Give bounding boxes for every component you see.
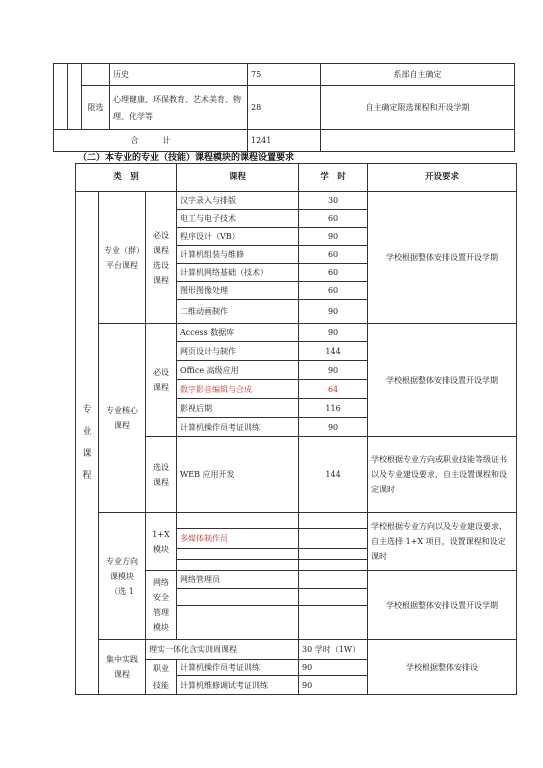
total-hours: 1241 <box>248 130 321 152</box>
course-name: 计算机操作员考证训练 <box>177 660 299 676</box>
blank-cell <box>54 64 68 130</box>
course-hours: 75 <box>248 64 321 86</box>
x1-module-label: 1+X模块 <box>146 513 177 571</box>
course-hours: 90 <box>299 228 368 246</box>
network-requirement: 学校根据整体安排设置开设学期 <box>368 571 517 640</box>
core-label: 专业核心课程 <box>99 324 146 513</box>
course-name: 计算机网络基础（技术） <box>177 264 299 282</box>
course-hours: 60 <box>299 210 368 228</box>
elective-requirement: 学校根据专业方向或职业技能等级证书以及专业建设要求，自主设置课程和设定课时 <box>368 437 517 513</box>
course-name: 心理健康、环保教育、艺术美育、物理、化学等 <box>110 86 248 130</box>
course-hours: 90 <box>299 300 368 324</box>
course-name: Access 数据库 <box>177 324 299 342</box>
blank-cell <box>177 549 299 560</box>
course-name: WEB 应用开发 <box>177 437 299 513</box>
course-name: 计算机组装与维修 <box>177 246 299 264</box>
course-hours: 60 <box>299 264 368 282</box>
limited-label: 限选 <box>82 86 110 130</box>
blank-cell <box>299 571 368 589</box>
course-hours: 60 <box>299 282 368 300</box>
course-hours: 144 <box>299 342 368 361</box>
blank-cell <box>177 606 299 640</box>
course-hours-highlight: 64 <box>299 380 368 399</box>
course-hours: 28 <box>248 86 321 130</box>
course-name: 电工与电子技术 <box>177 210 299 228</box>
course-name: 程序设计（VB） <box>177 228 299 246</box>
practice-requirement: 学校根据整体安排设 <box>368 640 517 695</box>
course-hours: 30 <box>299 192 368 210</box>
blank-cell <box>82 64 110 86</box>
total-label: 合 计 <box>54 130 248 152</box>
course-hours: 90 <box>299 361 368 380</box>
x1-requirement: 学校根据专业方向以及专业建设要求，自主选择 1+X 项目，设置课程和设定课时 <box>368 513 517 571</box>
major-course-table <box>75 163 517 695</box>
course-name: 影视后期 <box>177 399 299 418</box>
blank-cell <box>321 130 515 152</box>
core-requirement: 学校根据整体安排设置开设学期 <box>368 324 517 437</box>
platform-sub-label: 必设课程选设课程 <box>146 192 177 324</box>
blank-cell <box>299 513 368 529</box>
course-requirement: 自主确定限选课程和开设学期 <box>321 86 515 130</box>
practice-label: 集中实践课程 <box>99 640 146 695</box>
course-name: Office 高级应用 <box>177 361 299 380</box>
course-name: 历史 <box>110 64 248 86</box>
course-hours: 116 <box>299 399 368 418</box>
course-hours: 60 <box>299 246 368 264</box>
blank-cell <box>177 513 299 529</box>
course-name: 网页设计与制作 <box>177 342 299 361</box>
blank-cell <box>299 606 368 640</box>
course-hours: 144 <box>299 437 368 513</box>
header-category: 类 别 <box>76 164 177 192</box>
blank-cell <box>299 549 368 560</box>
course-name: 汉字录入与排版 <box>177 192 299 210</box>
network-module-label: 网络安全管理模块 <box>146 571 177 640</box>
course-name-highlight: 多媒体制作员 <box>177 529 299 549</box>
course-requirement: 系部自主确定 <box>321 64 515 86</box>
skill-label: 职业技能 <box>146 660 177 695</box>
course-hours: 90 <box>299 418 368 437</box>
direction-label: 专业方向课模块（选 1 <box>99 513 146 640</box>
course-hours: 90 <box>299 676 368 695</box>
section-title: （二）本专业的专业（技能）课程模块的课程设置要求 <box>78 153 295 163</box>
general-course-table-continued <box>53 63 515 152</box>
platform-label: 专业（群）平台课程 <box>99 192 146 324</box>
core-elective-label: 选设课程 <box>146 437 177 513</box>
course-hours: 90 <box>299 324 368 342</box>
course-name: 理实一体化含实训周课程 <box>146 640 299 660</box>
header-hours: 学 时 <box>299 164 368 192</box>
blank-cell <box>299 529 368 549</box>
course-name-highlight: 数字影音编辑与合成 <box>177 380 299 399</box>
course-name: 计算机维修调试考证训练 <box>177 676 299 695</box>
blank-cell <box>177 560 299 571</box>
header-requirement: 开设要求 <box>368 164 517 192</box>
course-hours: 30 学时（1W） <box>299 640 368 660</box>
platform-requirement: 学校根据整体安排设置开设学期 <box>368 192 517 324</box>
core-required-label: 必设课程 <box>146 324 177 437</box>
blank-cell <box>299 589 368 606</box>
blank-cell <box>177 589 299 606</box>
course-hours: 90 <box>299 660 368 676</box>
blank-cell <box>299 560 368 571</box>
course-name: 网络管理员 <box>177 571 299 589</box>
course-name: 图形图像处理 <box>177 282 299 300</box>
header-course: 课程 <box>177 164 299 192</box>
course-name: 二维动画制作 <box>177 300 299 324</box>
major-courses-label: 专业课程 <box>76 192 99 695</box>
course-name: 计算机操作员考证训练 <box>177 418 299 437</box>
blank-cell <box>68 64 82 130</box>
